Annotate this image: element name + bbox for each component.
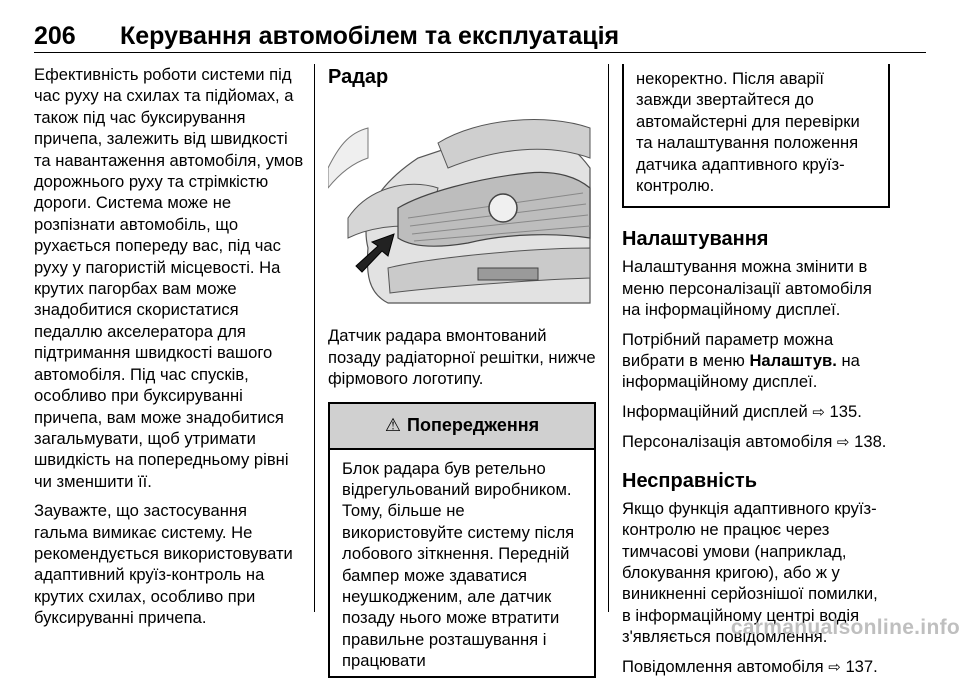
page-reference-arrow-icon: ⇨	[812, 403, 825, 421]
cross-reference[interactable]	[622, 401, 890, 423]
page-number: 206	[34, 22, 76, 50]
watermark: carmanualsonline.info	[730, 616, 960, 639]
column-divider	[608, 64, 609, 612]
cross-reference[interactable]	[622, 431, 890, 453]
page-reference: 137.	[845, 656, 878, 676]
text: Інформаційний дисплей	[622, 401, 813, 421]
paragraph	[622, 329, 890, 393]
column-1	[34, 64, 304, 637]
paragraph: Ефективність роботи системи під час руху на схилах та підйомах, а також під час буксирування причепа, залежить від швидкості та навантаження автомобіля, умов дорожнього руху та стрімкістю дороги. Система може не розпізнати автомобіль, що рухається попереду вас, під час руху у пагористій місцевості. На крутих пагорбах вам може знадобитися скористатися педаллю акселератора для підтримання швидкості вашого автомобіля. Під час спусків, особливо при буксируванні причепа, вам може знадобитися загальмувати, щоб утримати швидкість на попередньому рівні чи зменшити її.	[34, 65, 304, 491]
warning-title: Попередження	[407, 414, 540, 435]
page-title: Керування автомобілем та експлуатація	[120, 22, 620, 50]
text: Потрібний параметр можна вибрати в меню	[622, 329, 834, 371]
section-heading-malfunction: Несправність	[622, 469, 757, 492]
page-reference-arrow-icon: ⇨	[828, 658, 841, 676]
menu-name: Налаштув.	[749, 351, 837, 371]
warning-box-continued: некоректно. Після аварії завжди звертайтеся до автомайстерні для перевірки та налаштування положення датчика адаптивного круїз-контролю.	[622, 64, 890, 208]
section-heading-radar: Радар	[328, 66, 389, 88]
section-heading-settings: Налаштування	[622, 228, 769, 251]
paragraph: Якщо функція адаптивного круїз-контролю не працює через тимчасові умови (наприклад, блокування кригою), або ж у виникненні серйознішої помилки, в інформаційному центрі водія з'являється повідомлення.	[622, 498, 878, 647]
text: Персоналізація автомобіля	[622, 432, 837, 452]
column-2	[328, 64, 596, 678]
text: Повідомлення автомобіля	[622, 656, 829, 676]
paragraph: Зауважте, що застосування гальма вимикає систему. Не рекомендується використовувати адаптивний круїз-контроль на крутих схилах, особливо при буксируванні причепа.	[34, 501, 293, 628]
page-reference-arrow-icon: ⇨	[836, 434, 850, 452]
cross-reference[interactable]	[622, 656, 890, 678]
page-reference: 138.	[854, 432, 887, 452]
text: на інформаційному дисплеї.	[622, 351, 860, 392]
column-divider	[314, 64, 315, 612]
warning-box	[328, 402, 596, 678]
page-header	[34, 22, 926, 53]
warning-text: Блок радара був ретельно відрегульований виробником. Тому, більше не використовуйте систему після лобового зіткнення. Передній бампер може здаватися неушкодженим, але датчик позаду нього може втратити правильне розташування і працювати	[342, 458, 575, 671]
radar-car-front-illustration	[328, 98, 592, 308]
column-3	[622, 64, 890, 686]
warning-header	[330, 404, 594, 450]
warning-triangle-icon: ⚠	[384, 414, 402, 435]
page-reference: 135.	[829, 401, 862, 421]
paragraph: Налаштування можна змінити в меню персоналізації автомобіля на інформаційному дисплеї.	[622, 257, 872, 320]
figure-caption: Датчик радара вмонтований позаду радіаторної решітки, нижче фірмового логотипу.	[328, 326, 596, 389]
